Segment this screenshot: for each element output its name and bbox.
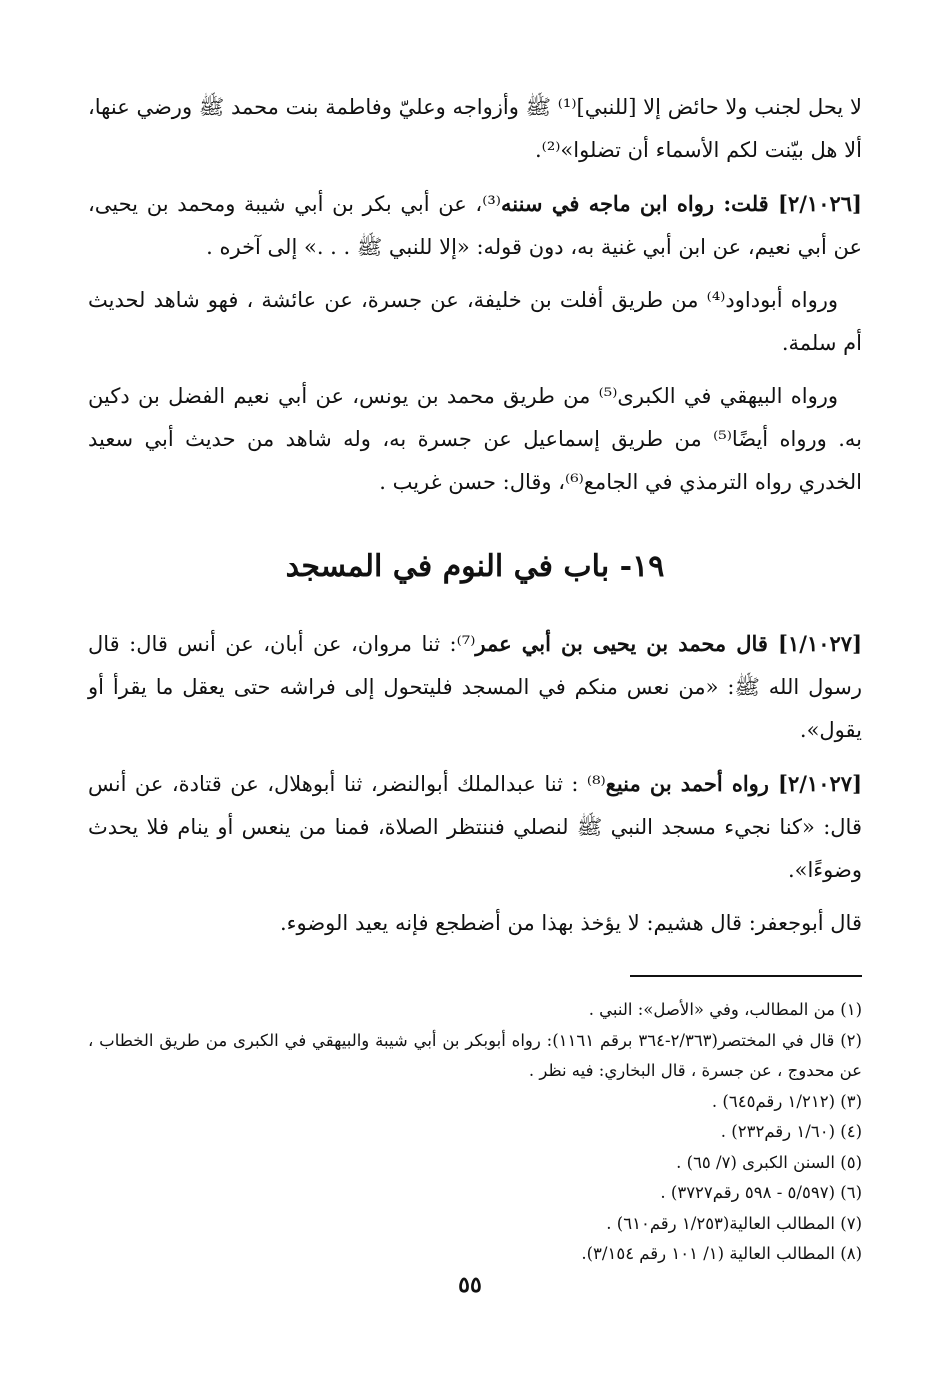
paragraph-3 [88, 279, 862, 365]
footnote-8: (٨) المطالب العالية (١/ ١٠١ رقم ٣/١٥٤). [581, 1244, 862, 1263]
page-number: ٥٥ [458, 1272, 482, 1298]
chapter-heading: ١٩- باب في النوم في المسجد [285, 549, 665, 584]
hadith-label: [٢/١٠٢٦] قلت: رواه ابن ماجه في سننه [500, 191, 862, 216]
footnote-7: (٧) المطالب العالية(١/٢٥٣ رقم٦١٠) . [606, 1213, 862, 1233]
paragraph-text: ⁽⁷⁾: ثنا مروان، عن أبان، عن أنس قال: قال رسول الله ﷺ: «من نعس منكم في المسجد فليتحول إلى فراشه حتى يعقل ما يقرأ أو يقول». [88, 632, 862, 742]
footnote-divider [630, 975, 862, 977]
paragraph-7 [88, 902, 862, 945]
paragraph-6 [88, 762, 862, 892]
paragraph-text: ⁽³⁾، عن أبي بكر بن أبي شيبة ومحمد بن يحيى، عن أبي نعيم، عن ابن أبي غنية به، دون قوله: «إلا للنبي ﷺ . . .» إلى آخره . [88, 192, 862, 259]
paragraph-text: ورواه البيهقي في الكبرى⁽⁵⁾ من طريق محمد بن يونس، عن أبي نعيم الفضل بن دكين به. ورواه أيضًا⁽⁵⁾ من طريق إسماعيل عن جسرة به، وله شاهد من حديث أبي سعيد الخدري رواه الترمذي في الجامع⁽⁶⁾، وقال: حسن غريب . [88, 384, 862, 494]
paragraph-2 [88, 182, 862, 269]
paragraph-text: قال أبوجعفر: قال هشيم: لا يؤخذ بهذا من أضطجع فإنه يعيد الوضوء. [279, 911, 862, 935]
paragraph-text: ورواه أبوداود⁽⁴⁾ من طريق أفلت بن خليفة، عن جسرة، عن عائشة ، فهو شاهد لحديث أم سلمة. [88, 288, 862, 355]
hadith-label: [١/١٠٢٧] قال محمد بن يحيى بن أبي عمر [475, 631, 863, 656]
paragraph-1 [88, 86, 862, 172]
footnote-6: (٦) (٥/٥٩٧ - ٥٩٨ رقم٣٧٢٧) . [660, 1183, 862, 1202]
footnote-2: (٢) قال في المختصر(٢/٣٦٣-٣٦٤ برقم ١١٦١): رواه أبوبكر بن أبي شيبة والبيهقي في الكبرى من طريق الخطاب ، عن محدوج ، عن جسرة ، قال البخاري: فيه نظر . [88, 1030, 862, 1080]
paragraph-text: لا يحل لجنب ولا حائض إلا [للنبي]⁽¹⁾ ﷺ وأزواجه وعليّ وفاطمة بنت محمد ﷺ ورضي عنها، ألا هل بيّنت لكم الأسماء أن تضلوا»⁽²⁾. [88, 95, 862, 162]
hadith-label: [٢/١٠٢٧] رواه أحمد بن منيع [605, 771, 862, 796]
footnote-3: (٣) (١/٢١٢ رقم٦٤٥) . [711, 1091, 862, 1111]
paragraph-5 [88, 622, 862, 752]
paragraph-4 [88, 375, 862, 504]
footnote-1: (١) من المطالب، وفي «الأصل»: النبي . [588, 1000, 862, 1019]
footnote-5: (٥) السنن الكبرى (٧/ ٦٥) . [676, 1152, 862, 1172]
page-content [88, 86, 862, 1270]
footnotes [88, 995, 862, 1270]
paragraph-text: ⁽⁸⁾ : ثنا عبدالملك أبوالنضر، ثنا أبوهلال، عن قتادة، عن أنس قال: «كنا نجيء مسجد النبي ﷺ لنصلي فننتظر الصلاة، فمنا من ينعس أو ينام فلا يحدث وضوءًا». [88, 772, 862, 882]
footnote-4: (٤) (١/٦٠ رقم٢٣٢) . [720, 1122, 862, 1141]
